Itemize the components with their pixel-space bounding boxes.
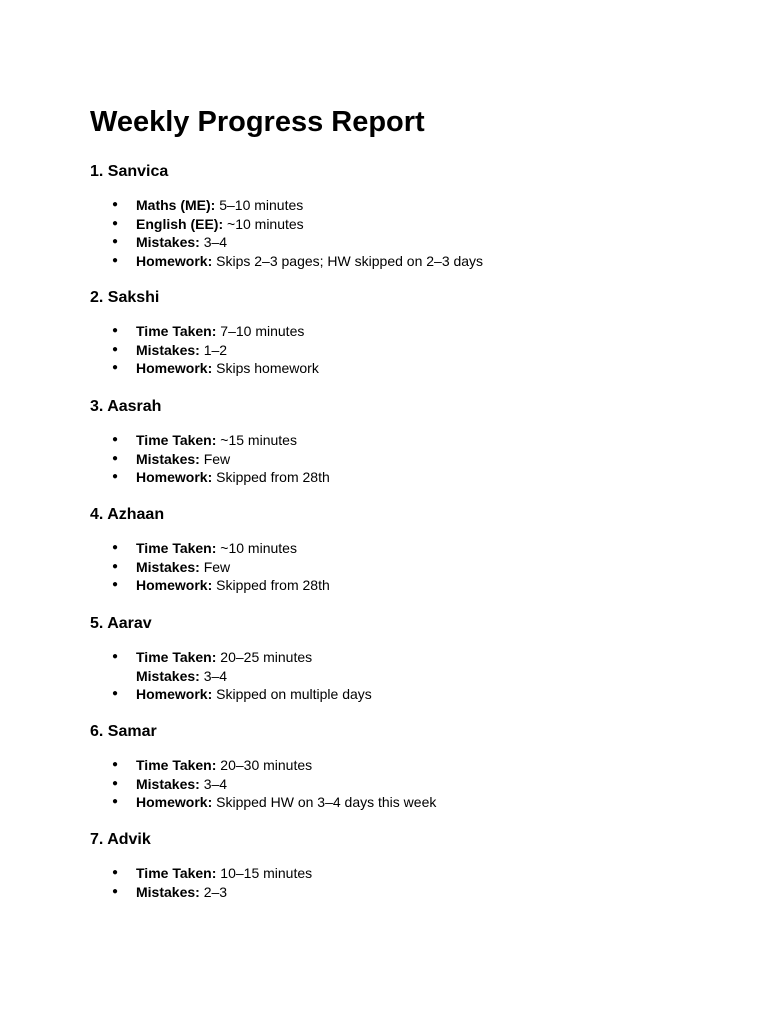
bullet-icon: ● — [112, 542, 119, 553]
bullet-icon: ● — [112, 885, 119, 897]
item-label: Homework: — [136, 360, 213, 377]
item-value: 3–4 — [203, 775, 228, 792]
item-value: 20–30 minutes — [220, 757, 313, 773]
list-item — [90, 450, 730, 469]
report-section — [90, 285, 730, 378]
item-label: Homework: — [136, 469, 213, 486]
student-details-list — [90, 431, 730, 487]
bullet-icon: ● — [112, 579, 119, 591]
list-item — [90, 667, 730, 686]
item-label: Time Taken: — [136, 432, 217, 448]
item-label: Maths (ME): — [136, 197, 216, 213]
item-label: Homework: — [136, 577, 213, 594]
item-value: 20–25 minutes — [220, 649, 313, 665]
bullet-icon: ● — [112, 343, 119, 355]
list-item — [90, 558, 730, 577]
bullet-icon: ● — [112, 867, 119, 878]
list-item — [90, 756, 730, 775]
item-label: Time Taken: — [136, 865, 217, 881]
bullet-icon: ● — [112, 236, 119, 248]
item-value: 7–10 minutes — [220, 323, 305, 339]
student-heading: 4. Azhaan — [90, 506, 165, 523]
item-label: Time Taken: — [136, 757, 217, 773]
list-item — [90, 539, 730, 558]
item-value: ~15 minutes — [220, 432, 297, 448]
list-item — [90, 883, 730, 902]
student-heading: 2. Sakshi — [90, 289, 160, 306]
item-value: Skips homework — [216, 360, 319, 377]
student-details-list — [90, 864, 730, 901]
bullet-icon: ● — [112, 362, 119, 374]
report-section — [90, 502, 730, 595]
item-label: Mistakes: — [136, 341, 200, 358]
student-details-list — [90, 196, 730, 271]
student-details-list — [90, 756, 730, 812]
bullet-icon: ● — [112, 217, 119, 229]
bullet-icon: ● — [112, 651, 119, 662]
item-value: Few — [203, 558, 231, 575]
report-section — [90, 159, 730, 271]
item-value: ~10 minutes — [227, 215, 304, 232]
bullet-icon: ● — [112, 255, 119, 267]
bullet-icon: ● — [112, 759, 119, 770]
student-details-list — [90, 539, 730, 595]
list-item — [90, 864, 730, 883]
report-section — [90, 394, 730, 487]
report-section — [90, 827, 730, 901]
student-details-list — [90, 648, 730, 704]
item-label: Mistakes: — [136, 775, 200, 792]
bullet-icon: ● — [112, 471, 119, 483]
bullet-icon: ● — [112, 777, 119, 789]
student-heading: 5. Aarav — [90, 615, 152, 632]
bullet-icon: ● — [112, 199, 119, 210]
item-label: Time Taken: — [136, 540, 217, 556]
item-value: 2–3 — [203, 883, 228, 900]
list-item — [90, 359, 730, 378]
item-label: Mistakes: — [136, 234, 200, 251]
item-value: Few — [203, 450, 231, 467]
item-value: 5–10 minutes — [219, 197, 304, 213]
list-item — [90, 468, 730, 487]
student-details-list — [90, 322, 730, 378]
student-heading: 6. Samar — [90, 723, 157, 740]
item-label: Mistakes: — [136, 667, 200, 684]
item-label: Time Taken: — [136, 649, 217, 665]
bullet-icon: ● — [112, 688, 119, 700]
item-value: 3–4 — [203, 234, 228, 251]
student-heading: 1. Sanvica — [90, 163, 169, 180]
list-item — [90, 431, 730, 450]
item-value: ~10 minutes — [220, 540, 297, 556]
item-label: Homework: — [136, 794, 213, 811]
list-item — [90, 233, 730, 252]
bullet-icon: ● — [112, 325, 119, 336]
list-item — [90, 215, 730, 234]
item-value: 3–4 — [203, 667, 228, 684]
list-item — [90, 648, 730, 667]
list-item — [90, 793, 730, 812]
item-value: Skipped on multiple days — [216, 686, 372, 703]
item-label: Mistakes: — [136, 558, 200, 575]
list-item — [90, 576, 730, 595]
list-item — [90, 341, 730, 360]
item-label: English (EE): — [136, 215, 224, 232]
item-label: Homework: — [136, 253, 213, 270]
page-title: Weekly Progress Report — [90, 106, 425, 138]
item-value: Skipped from 28th — [216, 469, 330, 486]
item-value: 10–15 minutes — [220, 865, 313, 881]
list-item — [90, 252, 730, 271]
bullet-icon: ● — [112, 560, 119, 572]
bullet-icon: ● — [112, 796, 119, 808]
item-label: Homework: — [136, 686, 213, 703]
item-label: Mistakes: — [136, 450, 200, 467]
student-heading: 7. Advik — [90, 831, 151, 848]
item-value: Skipped from 28th — [216, 577, 330, 594]
item-value: Skips 2–3 pages; HW skipped on 2–3 days — [216, 253, 484, 270]
report-section — [90, 611, 730, 704]
list-item — [90, 322, 730, 341]
item-label: Time Taken: — [136, 323, 217, 339]
item-label: Mistakes: — [136, 883, 200, 900]
list-item — [90, 685, 730, 704]
list-item — [90, 196, 730, 215]
item-value: Skipped HW on 3–4 days this week — [216, 794, 437, 811]
bullet-icon: ● — [112, 434, 119, 445]
list-item — [90, 775, 730, 794]
student-heading: 3. Aasrah — [90, 398, 162, 415]
item-value: 1–2 — [203, 341, 228, 358]
report-section — [90, 719, 730, 812]
bullet-icon: ● — [112, 452, 119, 464]
